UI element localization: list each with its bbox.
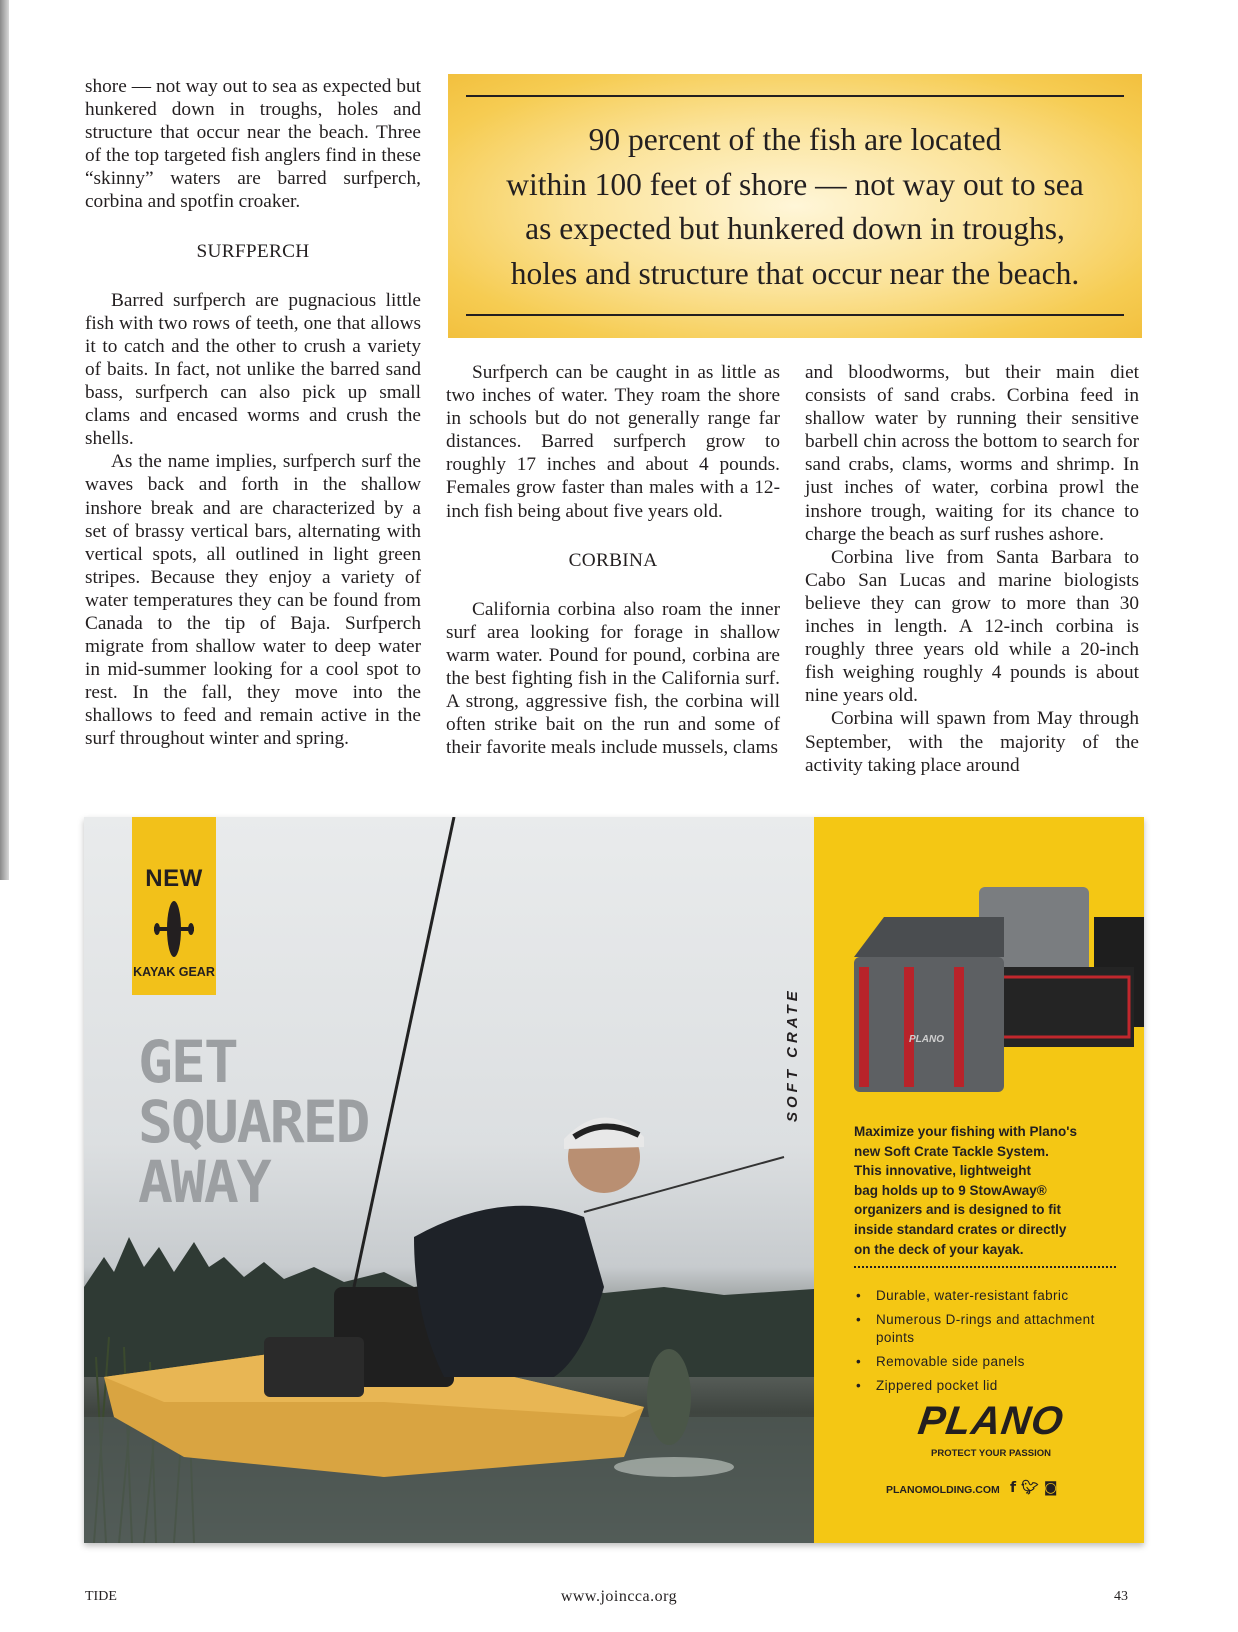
new-kayak-gear-badge: [132, 817, 216, 995]
pull-quote-top-rule: [466, 95, 1124, 97]
pull-quote-line: as expected but hunkered down in troughs,: [525, 211, 1065, 247]
pull-quote-line: holes and structure that occur near the beach.: [510, 255, 1080, 291]
paragraph: shore — not way out to sea as expected but hunkered down in troughs, holes and structure that occur near the beach. Three of the top targeted fish anglers find in these “skinny” waters are barred surfperch, corbina and spotfin croaker.: [85, 76, 421, 213]
badge-new-label: NEW: [145, 865, 203, 892]
pull-quote-bottom-rule: [466, 314, 1124, 316]
feature-list: [854, 1287, 1116, 1401]
soft-crate-product-image: [814, 817, 1144, 1117]
soft-crate-label: SOFT CRATE: [784, 987, 801, 1122]
ad-copy-line: organizers and is designed to fit: [854, 1202, 1062, 1218]
article-column-3: [805, 361, 1139, 777]
social-icons: [1010, 1480, 1062, 1496]
instagram-icon[interactable]: ◙: [1043, 1480, 1063, 1496]
ad-copy-line: on the deck of your kayak.: [854, 1241, 1024, 1257]
footer-website[interactable]: www.joincca.org: [560, 1588, 678, 1605]
paragraph: As the name implies, surfperch surf the waves back and forth in the shallow inshore break and are characterized by a set of brassy vertical bars, alternating with vertical spots, all outlined in light green stripes. Because they enjoy a variety of water temperatures they can be found from Canada to the tip of Baja. Surfperch migrate from shallow water to deep water in mid-summer looking for a cool spot to rest. In the fall, they move into the shallows to feed and remain active in the surf throughout winter and spring.: [85, 451, 421, 750]
footer-publication: TIDE: [85, 1589, 117, 1604]
section-heading-surfperch: SURFPERCH: [196, 240, 310, 262]
facebook-icon[interactable]: f: [1010, 1480, 1022, 1496]
dotted-divider: [854, 1266, 1116, 1268]
feature-item: • Numerous D-rings and attachment points: [854, 1311, 1116, 1347]
headline-line: GET: [138, 1028, 237, 1096]
paragraph: Corbina will spawn from May through September, with the majority of the activity taking place around: [805, 708, 1139, 776]
kayak-icon: [154, 899, 194, 959]
svg-text:PLANO: PLANO: [909, 1034, 944, 1045]
article-column-2: [446, 361, 780, 759]
ad-headline: [138, 1028, 369, 1216]
feature-item: • Durable, water-resistant fabric: [854, 1287, 1116, 1305]
ad-description: [854, 1122, 1119, 1259]
pull-quote-text: [458, 118, 1132, 296]
paragraph: Corbina live from Santa Barbara to Cabo San Lucas and marine biologists believe they can grow to more than 30 inches in length. A 12-inch corbina is roughly three years old while a 20-inch fish weighing roughly 4 pounds is about nine years old.: [805, 546, 1139, 707]
paragraph: Barred surfperch are pugnacious little fish with two rows of teeth, one that allows it to catch and the other to crush a variety of baits. In fact, not unlike the barred sand bass, surfperch can also pick up small clams and encased worms and crush the shells.: [85, 289, 421, 450]
page-number: 43: [1114, 1589, 1128, 1604]
ad-copy-line: This innovative, lightweight: [854, 1163, 1032, 1179]
badge-kayak-gear-label: KAYAK GEAR: [133, 965, 215, 979]
ad-copy-line: inside standard crates or directly: [854, 1221, 1067, 1237]
paragraph: and bloodworms, but their main diet consists of sand crabs. Corbina feed in shallow water by running their sensitive barbell chin across the bottom to search for sand crabs, clams, worms and shrimp. In just inches of water, corbina prowl the inshore trough, waiting for its chance to charge the beach as surf rushes ashore.: [805, 362, 1139, 545]
pull-quote-line: within 100 feet of shore — not way out to sea: [506, 166, 1084, 202]
plano-website-link[interactable]: PLANOMOLDING.COM: [886, 1484, 1000, 1496]
pull-quote-box: [448, 74, 1142, 338]
plano-logo: PLANO: [915, 1399, 1067, 1443]
feature-item: • Removable side panels: [854, 1353, 1116, 1371]
headline-line: SQUARED: [138, 1088, 369, 1156]
twitter-icon[interactable]: 🐦︎: [1021, 1480, 1044, 1496]
article-column-1: [85, 75, 421, 751]
ad-copy-line: Maximize your fishing with Plano's: [854, 1124, 1077, 1139]
paragraph: California corbina also roam the inner surf area looking for forage in shallow warm water. Pound for pound, corbina are the best fighting fish in the California surf. A strong, aggressive fish, the corbina will often strike bait on the run and some of their favorite meals include mussels, clams: [446, 598, 780, 759]
paragraph: Surfperch can be caught in as little as two inches of water. They roam the shore in schools but do not generally range far distances. Barred surfperch grow to roughly 17 inches and about 4 pounds. Females grow faster than males with a 12-inch fish being about five years old.: [446, 362, 780, 522]
plano-advertisement[interactable]: [84, 817, 1144, 1543]
section-heading-corbina: CORBINA: [568, 549, 658, 571]
feature-item: • Zippered pocket lid: [854, 1377, 1116, 1395]
pull-quote-line: 90 percent of the fish are located: [588, 122, 1002, 157]
ad-copy-line: new Soft Crate Tackle System.: [854, 1143, 1049, 1159]
plano-tagline: PROTECT YOUR PASSION: [931, 1448, 1051, 1459]
headline-line: AWAY: [138, 1148, 270, 1216]
binding-shadow: [0, 0, 9, 880]
ad-copy-line: bag holds up to 9 StowAway®: [854, 1182, 1047, 1198]
